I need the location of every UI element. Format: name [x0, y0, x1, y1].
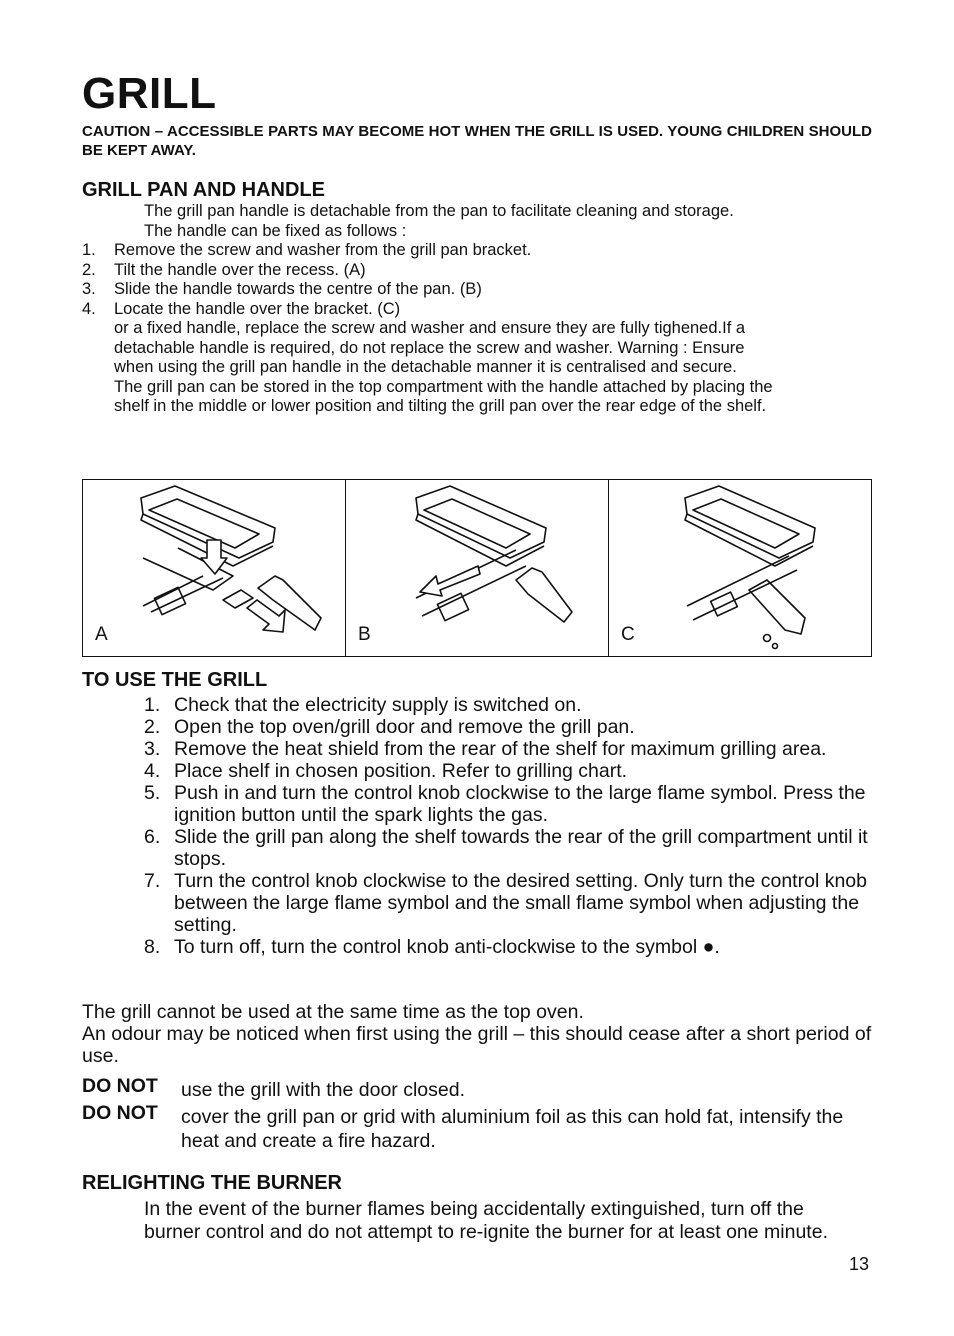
page-title: GRILL	[82, 69, 217, 118]
usage-notes	[82, 1001, 872, 1067]
use-grill-steps	[144, 694, 872, 958]
step-number: 1.	[144, 694, 161, 716]
step-text: Open the top oven/grill door and remove the grill pan.	[174, 716, 635, 738]
use-grill-heading: TO USE THE GRILL	[82, 669, 268, 691]
step-text: Tilt the handle over the recess. (A)	[114, 260, 366, 279]
do-not-label: DO NOT	[82, 1075, 158, 1097]
grill-pan-tilt-illustration	[83, 480, 345, 656]
grill-pan-intro-1: The grill pan handle is detachable from the pan to facilitate cleaning and storage.	[144, 202, 734, 220]
handle-note: or a fixed handle, replace the screw and washer and ensure they are fully tighened.If a detachable handle is required, do not replace the screw and washer. Warning : Ensure when using the grill pan handle in the detachable manner it is centralised and secure.	[114, 319, 746, 376]
grill-pan-slide-illustration	[346, 480, 608, 656]
do-not-list	[82, 1075, 872, 1153]
do-not-text: cover the grill pan or grid with aluminium foil as this can hold fat, intensify the heat and create a fire hazard.	[181, 1106, 844, 1152]
list-item	[144, 738, 872, 760]
page-number: 13	[849, 1254, 870, 1274]
step-text: Slide the grill pan along the shelf towards the rear of the grill compartment until it stops.	[174, 826, 868, 870]
panel-label: A	[95, 624, 108, 645]
list-item	[144, 936, 872, 958]
do-not-text: use the grill with the door closed.	[181, 1079, 465, 1101]
do-not-item	[82, 1102, 872, 1153]
grill-pan-steps	[82, 241, 872, 417]
note-top-oven: The grill cannot be used at the same time as the top oven.	[82, 1001, 584, 1023]
list-item	[144, 694, 872, 716]
step-number: 7.	[144, 870, 161, 892]
caution-warning: CAUTION – ACCESSIBLE PARTS MAY BECOME HOT WHEN THE GRILL IS USED. YOUNG CHILDREN SHOULD BE KEPT AWAY.	[82, 123, 872, 159]
step-number: 2.	[144, 716, 161, 738]
relighting-heading: RELIGHTING THE BURNER	[82, 1172, 342, 1194]
step-text: Push in and turn the control knob clockwise to the large flame symbol. Press the ignition button until the spark lights the gas.	[174, 782, 866, 826]
panel-label: B	[358, 624, 371, 645]
note-odour: An odour may be noticed when first using the grill – this should cease after a short period of use.	[82, 1023, 872, 1067]
relighting-section	[82, 1171, 872, 1244]
step-text: Locate the handle over the bracket. (C)	[114, 299, 401, 318]
storage-note: The grill pan can be stored in the top compartment with the handle attached by placing the shelf in the middle or lower position and tilting the grill pan over the rear edge of the shelf.	[114, 377, 773, 415]
step-text: Place shelf in chosen position. Refer to grilling chart.	[174, 760, 628, 782]
do-not-label: DO NOT	[82, 1102, 158, 1124]
list-item	[144, 760, 872, 782]
grill-pan-intro-2: The handle can be fixed as follows :	[144, 221, 407, 240]
step-number: 8.	[144, 936, 161, 958]
panel-label: C	[621, 624, 635, 645]
step-text: Remove the heat shield from the rear of the shelf for maximum grilling area.	[174, 738, 827, 760]
page-content	[82, 68, 872, 417]
step-number: 4.	[82, 299, 96, 318]
step-number: 6.	[144, 826, 161, 848]
figure-panel-c	[609, 480, 871, 656]
list-item	[144, 870, 872, 936]
grill-pan-locate-illustration	[609, 480, 871, 656]
figure-panel-a	[83, 480, 346, 656]
relighting-text: In the event of the burner flames being accidentally extinguished, turn off the burner control and do not attempt to re-ignite the burner for at least one minute.	[144, 1198, 828, 1243]
grill-pan-figure	[82, 479, 872, 657]
use-grill-section	[82, 668, 872, 958]
step-number: 5.	[144, 782, 161, 804]
list-item	[144, 782, 872, 826]
do-not-item	[82, 1075, 872, 1102]
list-item	[82, 241, 872, 261]
step-number: 3.	[82, 280, 96, 298]
step-text: Remove the screw and washer from the grill pan bracket.	[114, 241, 532, 259]
step-number: 3.	[144, 738, 161, 760]
list-item	[82, 300, 872, 417]
list-item	[82, 280, 872, 300]
list-item	[144, 716, 872, 738]
step-number: 4.	[144, 760, 161, 782]
step-text: Check that the electricity supply is switched on.	[174, 694, 582, 716]
figure-panel-b	[346, 480, 609, 656]
list-item	[144, 826, 872, 870]
step-text: To turn off, turn the control knob anti-clockwise to the symbol ●.	[174, 936, 720, 958]
list-item	[82, 261, 872, 281]
step-text: Slide the handle towards the centre of the pan. (B)	[114, 280, 482, 298]
grill-pan-heading: GRILL PAN AND HANDLE	[82, 179, 325, 201]
step-number: 2.	[82, 260, 96, 279]
step-text: Turn the control knob clockwise to the desired setting. Only turn the control knob between the large flame symbol and the small flame symbol when adjusting the setting.	[174, 870, 867, 936]
step-number: 1.	[82, 241, 96, 259]
